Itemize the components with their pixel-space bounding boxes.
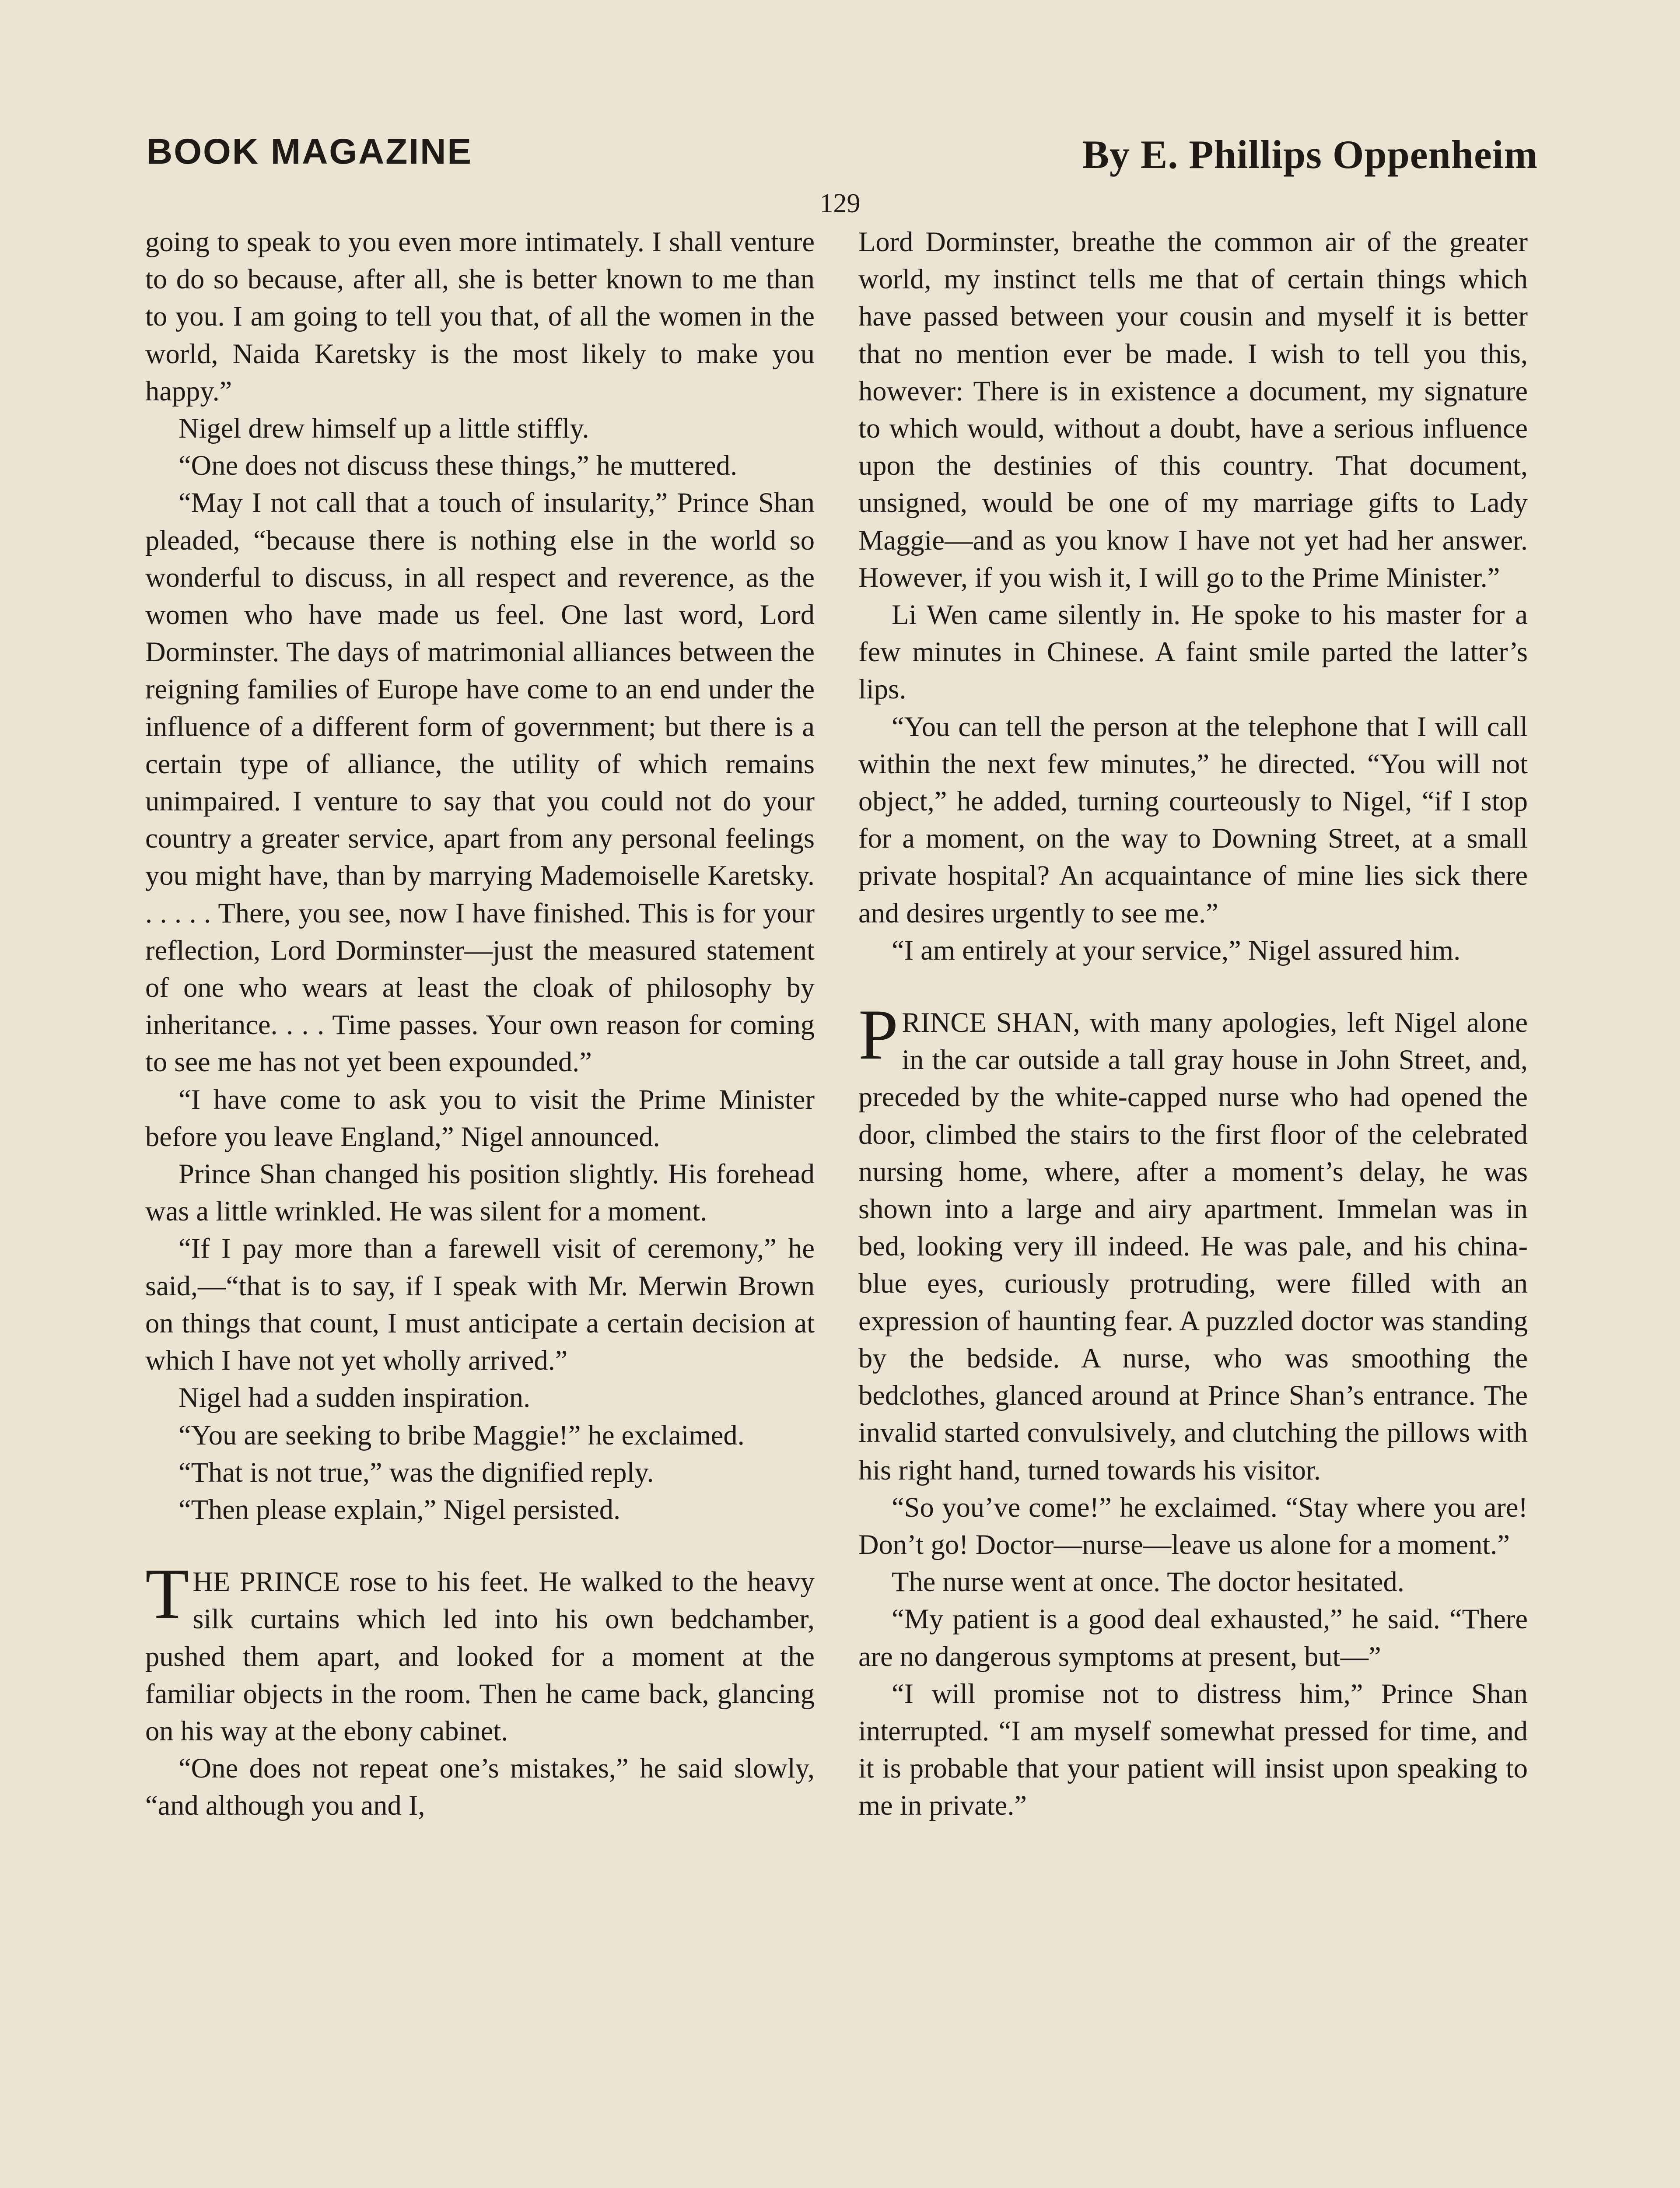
paragraph: “I will promise not to distress him,” Prince Shan interrupted. “I am myself somewhat pressed for time, and it is probable that your patient will insist upon speaking to me in private.” [858, 1678, 1528, 1821]
paragraph: “My patient is a good deal exhausted,” he said. “There are no dangerous symptoms at present, but—” [858, 1603, 1528, 1672]
paragraph: “One does not discuss these things,” he muttered. [178, 450, 738, 481]
paragraph-text: HE PRINCE rose to his feet. He walked to the heavy silk curtains which led into his own bedchamber, pushed them apart, and looked for a moment at the familiar objects in the room. Then he came back, glancing on his way at the ebony cabinet. [145, 1566, 815, 1746]
paragraph: Nigel drew himself up a little stiffly. [178, 413, 589, 444]
section-paragraph [145, 1554, 815, 1750]
paragraph: “You are seeking to bribe Maggie!” he exclaimed. [178, 1419, 745, 1451]
paragraph: going to speak to you even more intimately. I shall venture to do so because, after all, she is better known to me than to you. I am going to tell you that, of all the women in the world, Naida Karetsky is the most likely to make you happy.” [145, 226, 815, 407]
paragraph: “I have come to ask you to visit the Prime Minister before you leave England,” Nigel announced. [145, 1083, 815, 1152]
paragraph: Li Wen came silently in. He spoke to his master for a few minutes in Chinese. A faint smile parted the latter’s lips. [858, 599, 1528, 705]
paragraph: “If I pay more than a farewell visit of ceremony,” he said,—“that is to say, if I speak with Mr. Merwin Brown on things that count, I must anticipate a certain decision at which I have not yet wholly arrived.” [145, 1233, 815, 1376]
drop-cap: T [145, 1554, 189, 1634]
author-byline: By E. Phillips Oppenheim [1082, 132, 1538, 177]
paragraph: “So you’ve come!” he exclaimed. “Stay where you are! Don’t go! Doctor—nurse—leave us alone for a moment.” [858, 1491, 1528, 1560]
paragraph: “That is not true,” was the dignified reply. [178, 1456, 654, 1488]
paragraph: Nigel had a sudden inspiration. [178, 1382, 531, 1413]
paragraph: “One does not repeat one’s mistakes,” he said slowly, “and although you and I, [145, 1753, 815, 1821]
paragraph-text: RINCE SHAN, with many apologies, left Nigel alone in the car outside a tall gray house in John Street, and, preceded by the white-capped nurse who had opened the door, climbed the stairs to the first floor of the celebrated nursing home, where, after a moment’s delay, he was shown into a large and airy apartment. Immelan was in bed, looking very ill indeed. He was pale, and his china-blue eyes, curiously protruding, were filled with an expression of haunting fear. A puzzled doctor was standing by the bedside. A nurse, who was smoothing the bedclothes, glanced around at Prince Shan’s entrance. The invalid started convulsively, and clutching the pillows with his right hand, turned towards his visitor. [858, 1007, 1528, 1486]
paragraph: “You can tell the person at the telephone that I will call within the next few minutes,” he directed. “You will not object,” he added, turning courteously to Nigel, “if I stop for a moment, on the way to Downing Street, at a small private hospital? An acquaintance of mine lies sick there and desires urgently to see me.” [858, 711, 1528, 929]
paragraph: “I am entirely at your service,” Nigel assured him. [892, 934, 1461, 966]
paragraph: “May I not call that a touch of insularity,” Prince Shan pleaded, “because there is nothing else in the world so wonderful to discuss, in all respect and reverence, as the women who have made us feel. One last word, Lord Dorminster. The days of matrimonial alliances between the reigning families of Europe have come to an end under the influence of a different form of government; but there is a certain type of alliance, the utility of which remains unimpaired. I venture to say that you could not do your country a greater service, apart from any personal feelings you might have, than by marrying Mademoiselle Karetsky. . . . . . There, you see, now I have finished. This is for your reflection, Lord Dorminster—just the measured statement of one who wears at least the cloak of philosophy by inheritance. . . . Time passes. Your own reason for coming to see me has not yet been expounded.” [145, 487, 815, 1078]
page-number: 129 [819, 189, 861, 218]
section-paragraph [858, 995, 1528, 1489]
magazine-title: BOOK MAGAZINE [147, 132, 473, 172]
paragraph: Lord Dorminster, breathe the common air of the greater world, my instinct tells me that of certain things which have passed between your cousin and myself it is better that no mention ever be made. I wish to tell you this, however: There is in existence a document, my signature to which would, without a doubt, have a serious influence upon the destinies of this country. That document, unsigned, would be one of my marriage gifts to Lady Maggie—and as you know I have not yet had her answer. However, if you wish it, I will go to the Prime Minister.” [858, 226, 1528, 593]
drop-cap: P [858, 995, 899, 1075]
right-column [858, 223, 1528, 1824]
left-column [145, 223, 815, 1824]
paragraph: Prince Shan changed his position slightly. His forehead was a little wrinkled. He was silent for a moment. [145, 1158, 815, 1227]
paragraph: The nurse went at once. The doctor hesitated. [892, 1566, 1404, 1598]
paragraph: “Then please explain,” Nigel persisted. [178, 1494, 621, 1525]
